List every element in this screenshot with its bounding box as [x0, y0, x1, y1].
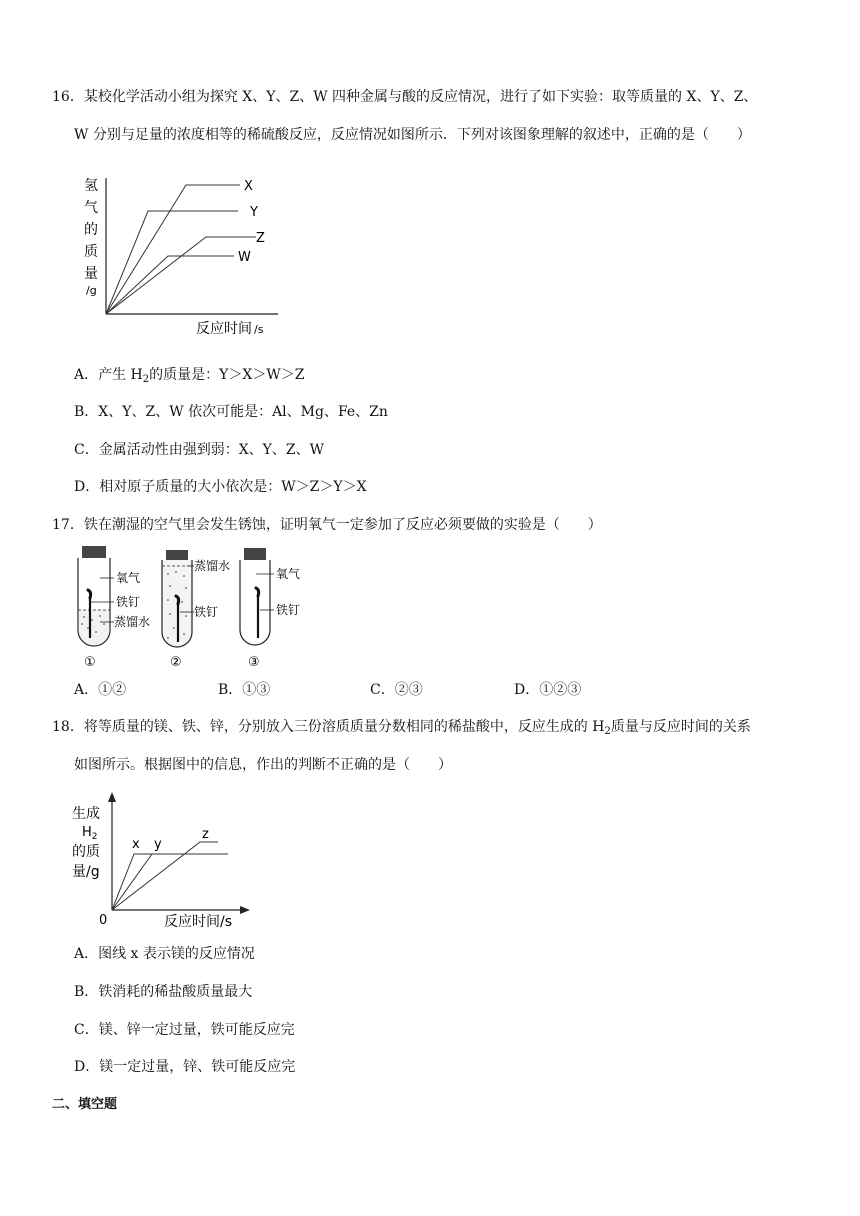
q16-ylabel-c3: 质 — [84, 244, 98, 260]
q18-ylabel-4: 量/g — [72, 864, 100, 880]
q18-option-c: C．镁、锌一定过量，铁可能反应完 — [74, 1022, 295, 1038]
q18-label-z: z — [202, 827, 209, 842]
q16-ylabel-c0: 氢 — [84, 178, 98, 194]
q16-stem-line1: 16．某校化学活动小组为探究 X、Y、Z、W 四种金属与酸的反应情况，进行了如下实验：取等质量的 X、Y、Z、 — [52, 89, 758, 105]
q17-stem-line1: 17．铁在潮湿的空气里会发生锈蚀，证明氧气一定参加了反应必须要做的实验是（ ） — [52, 517, 602, 533]
q17-option-d: D．①②③ — [514, 682, 582, 698]
q16-label-z: Z — [256, 231, 265, 246]
q17-option-a: A．①② — [74, 682, 127, 698]
q16-ylabel-c4: 量 — [84, 266, 98, 282]
q17-tube-1 — [78, 546, 150, 670]
q18-chart — [66, 788, 266, 933]
q18-series-x — [112, 854, 228, 910]
q17-tube1-oxygen-label: 氧气 — [116, 571, 141, 585]
q18-option-b: B．铁消耗的稀盐酸质量最大 — [74, 984, 253, 1000]
q16-ylabel-c1: 气 — [84, 200, 98, 216]
q18-stem-line1: 18．将等质量的镁、铁、锌，分别放入三份溶质质量分数相同的稀盐酸中，反应生成的 $H_2$质量与反应时间的关系 — [52, 719, 751, 737]
q17-tube2-number: ② — [170, 655, 182, 670]
q18-label-y: y — [154, 837, 162, 852]
q16-xlabel-unit: /s — [254, 323, 264, 336]
q16-xlabel: 反应时间 — [196, 321, 252, 337]
q17-tube2-water-label: 蒸馏水 — [194, 559, 231, 573]
q17-tube3-number: ③ — [248, 655, 260, 670]
q16-series-z — [106, 237, 256, 314]
q16-stem-line2: W 分别与足量的浓度相等的稀硫酸反应，反应情况如图所示．下列对该图象理解的叙述中，正确的是（ ） — [74, 127, 751, 143]
q17-option-b: B．①③ — [218, 682, 271, 698]
q16-ylabel-unit: /g — [86, 284, 97, 297]
q18-ylabel-1: 生成 — [72, 806, 100, 822]
q18-ylabel-2: $H_2$ — [82, 825, 98, 842]
section-heading-fill-in: 二、填空题 — [52, 1097, 118, 1112]
q18-option-a: A．图线 x 表示镁的反应情况 — [74, 946, 255, 962]
q16-label-w: W — [238, 250, 251, 265]
q18-origin: 0 — [99, 913, 108, 928]
q17-tube-2 — [162, 550, 230, 670]
q18-series-y — [112, 854, 152, 910]
q17-tube-3 — [240, 548, 300, 670]
q16-label-x: X — [244, 179, 253, 194]
q16-chart — [78, 170, 298, 340]
q18-label-x: x — [132, 837, 140, 852]
q17-tube3-nail-label: 铁钉 — [276, 603, 301, 617]
q18-ylabel-3: 的质 — [72, 844, 100, 860]
q17-test-tubes — [70, 542, 330, 672]
q18-series-z — [112, 842, 218, 910]
q18-xlabel: 反应时间/s — [164, 914, 233, 930]
q18-option-d: D．镁一定过量，锌、铁可能反应完 — [74, 1059, 296, 1075]
q16-label-y: Y — [250, 205, 258, 220]
q16-ylabel-c2: 的 — [84, 222, 98, 238]
q16-option-c: C．金属活动性由强到弱：X、Y、Z、W — [74, 442, 325, 458]
q17-tube1-number: ① — [84, 655, 96, 670]
q16-option-b: B．X、Y、Z、W 依次可能是：Al、Mg、Fe、Zn — [74, 404, 388, 420]
q16-option-a: A．产生 $H_2$的质量是：Y＞X＞W＞Z — [74, 367, 305, 385]
q16-option-d: D．相对原子质量的大小依次是：W＞Z＞Y＞X — [74, 479, 367, 495]
q17-tube1-water-label: 蒸馏水 — [114, 615, 151, 629]
q17-tube2-nail-label: 铁钉 — [194, 605, 219, 619]
q17-tube3-oxygen-label: 氧气 — [276, 567, 301, 581]
q17-option-c: C．②③ — [370, 682, 423, 698]
q18-stem-line2: 如图所示。根据图中的信息，作出的判断不正确的是（ ） — [74, 757, 452, 773]
q17-tube1-nail-label: 铁钉 — [116, 595, 141, 609]
